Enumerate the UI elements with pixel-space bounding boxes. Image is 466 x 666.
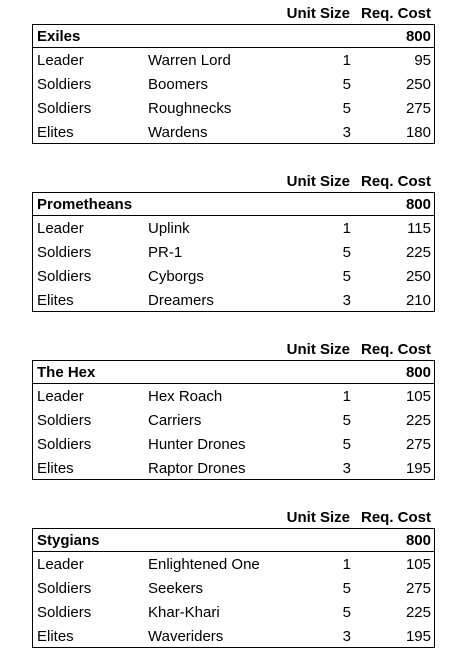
unit-size-header: Unit Size bbox=[286, 341, 350, 358]
faction-total-cost: 800 bbox=[405, 364, 431, 381]
faction-table-prometheans bbox=[32, 192, 435, 312]
cost-cell: 275 bbox=[405, 100, 431, 117]
unit-cell: Waveriders bbox=[148, 628, 224, 645]
cost-cell: 180 bbox=[405, 124, 431, 141]
faction-name: Stygians bbox=[37, 532, 100, 549]
unit-cell: Warren Lord bbox=[148, 52, 231, 69]
cost-cell: 95 bbox=[414, 52, 431, 69]
size-cell: 3 bbox=[342, 628, 351, 645]
faction-table-the-hex bbox=[32, 360, 435, 480]
table-row bbox=[33, 120, 434, 144]
table-row bbox=[33, 408, 434, 432]
column-header-row bbox=[32, 338, 435, 360]
unit-cell: Roughnecks bbox=[148, 100, 232, 117]
cost-cell: 115 bbox=[407, 220, 431, 237]
unit-cell: Wardens bbox=[148, 124, 208, 141]
role-cell: Elites bbox=[37, 124, 74, 141]
size-cell: 3 bbox=[342, 292, 351, 309]
size-cell: 3 bbox=[342, 124, 351, 141]
table-row bbox=[33, 240, 434, 264]
role-cell: Leader bbox=[37, 52, 84, 69]
table-row bbox=[33, 72, 434, 96]
unit-size-header: Unit Size bbox=[286, 5, 350, 22]
req-cost-header: Req. Cost bbox=[360, 5, 431, 22]
req-cost-header: Req. Cost bbox=[360, 509, 431, 526]
role-cell: Elites bbox=[37, 460, 74, 477]
faction-name: The Hex bbox=[37, 364, 96, 381]
size-cell: 1 bbox=[342, 220, 351, 237]
faction-total-cost: 800 bbox=[405, 532, 431, 549]
size-cell: 5 bbox=[342, 268, 351, 285]
unit-cell: Dreamers bbox=[148, 292, 214, 309]
faction-title-row bbox=[33, 361, 434, 384]
size-cell: 5 bbox=[342, 436, 351, 453]
cost-cell: 275 bbox=[405, 436, 431, 453]
req-cost-header: Req. Cost bbox=[360, 173, 431, 190]
table-row bbox=[33, 216, 434, 240]
cost-cell: 105 bbox=[405, 388, 431, 405]
cost-cell: 250 bbox=[405, 76, 431, 93]
unit-cell: Raptor Drones bbox=[148, 460, 246, 477]
cost-cell: 210 bbox=[405, 292, 431, 309]
unit-size-header: Unit Size bbox=[286, 173, 350, 190]
size-cell: 5 bbox=[342, 76, 351, 93]
column-header-row bbox=[32, 2, 435, 24]
cost-cell: 275 bbox=[405, 580, 431, 597]
cost-cell: 195 bbox=[405, 628, 431, 645]
unit-cell: Khar-Khari bbox=[148, 604, 220, 621]
req-cost-header: Req. Cost bbox=[360, 341, 431, 358]
cost-cell: 195 bbox=[405, 460, 431, 477]
faction-table-exiles bbox=[32, 24, 435, 144]
cost-cell: 225 bbox=[405, 244, 431, 261]
cost-cell: 105 bbox=[405, 556, 431, 573]
size-cell: 5 bbox=[342, 100, 351, 117]
unit-cell: Enlightened One bbox=[148, 556, 260, 573]
unit-cell: PR-1 bbox=[148, 244, 183, 261]
faction-name: Prometheans bbox=[37, 196, 133, 213]
table-row bbox=[33, 384, 434, 408]
role-cell: Soldiers bbox=[37, 100, 92, 117]
role-cell: Soldiers bbox=[37, 604, 92, 621]
faction-title-row bbox=[33, 529, 434, 552]
faction-total-cost: 800 bbox=[405, 28, 431, 45]
role-cell: Leader bbox=[37, 556, 84, 573]
role-cell: Leader bbox=[37, 388, 84, 405]
table-row bbox=[33, 96, 434, 120]
role-cell: Soldiers bbox=[37, 412, 92, 429]
table-row bbox=[33, 600, 434, 624]
faction-title-row bbox=[33, 193, 434, 216]
size-cell: 1 bbox=[342, 52, 351, 69]
table-row bbox=[33, 288, 434, 312]
size-cell: 5 bbox=[342, 412, 351, 429]
role-cell: Soldiers bbox=[37, 76, 92, 93]
role-cell: Soldiers bbox=[37, 436, 92, 453]
faction-name: Exiles bbox=[37, 28, 81, 45]
size-cell: 5 bbox=[342, 604, 351, 621]
table-row bbox=[33, 624, 434, 648]
unit-cell: Boomers bbox=[148, 76, 209, 93]
table-row bbox=[33, 264, 434, 288]
cost-cell: 250 bbox=[405, 268, 431, 285]
table-row bbox=[33, 552, 434, 576]
table-row bbox=[33, 432, 434, 456]
size-cell: 1 bbox=[342, 556, 351, 573]
unit-cell: Cyborgs bbox=[148, 268, 204, 285]
role-cell: Soldiers bbox=[37, 580, 92, 597]
size-cell: 1 bbox=[342, 388, 351, 405]
faction-total-cost: 800 bbox=[405, 196, 431, 213]
size-cell: 5 bbox=[342, 580, 351, 597]
unit-cell: Seekers bbox=[148, 580, 204, 597]
role-cell: Soldiers bbox=[37, 244, 92, 261]
unit-cell: Carriers bbox=[148, 412, 202, 429]
unit-cell: Hex Roach bbox=[148, 388, 223, 405]
faction-table-stygians bbox=[32, 528, 435, 648]
size-cell: 5 bbox=[342, 244, 351, 261]
role-cell: Leader bbox=[37, 220, 84, 237]
unit-cell: Uplink bbox=[148, 220, 190, 237]
faction-title-row bbox=[33, 25, 434, 48]
table-row bbox=[33, 456, 434, 480]
column-header-row bbox=[32, 506, 435, 528]
cost-cell: 225 bbox=[405, 604, 431, 621]
column-header-row bbox=[32, 170, 435, 192]
unit-size-header: Unit Size bbox=[286, 509, 350, 526]
role-cell: Elites bbox=[37, 292, 74, 309]
table-row bbox=[33, 48, 434, 72]
role-cell: Elites bbox=[37, 628, 74, 645]
cost-cell: 225 bbox=[405, 412, 431, 429]
size-cell: 3 bbox=[342, 460, 351, 477]
role-cell: Soldiers bbox=[37, 268, 92, 285]
unit-cell: Hunter Drones bbox=[148, 436, 246, 453]
table-row bbox=[33, 576, 434, 600]
